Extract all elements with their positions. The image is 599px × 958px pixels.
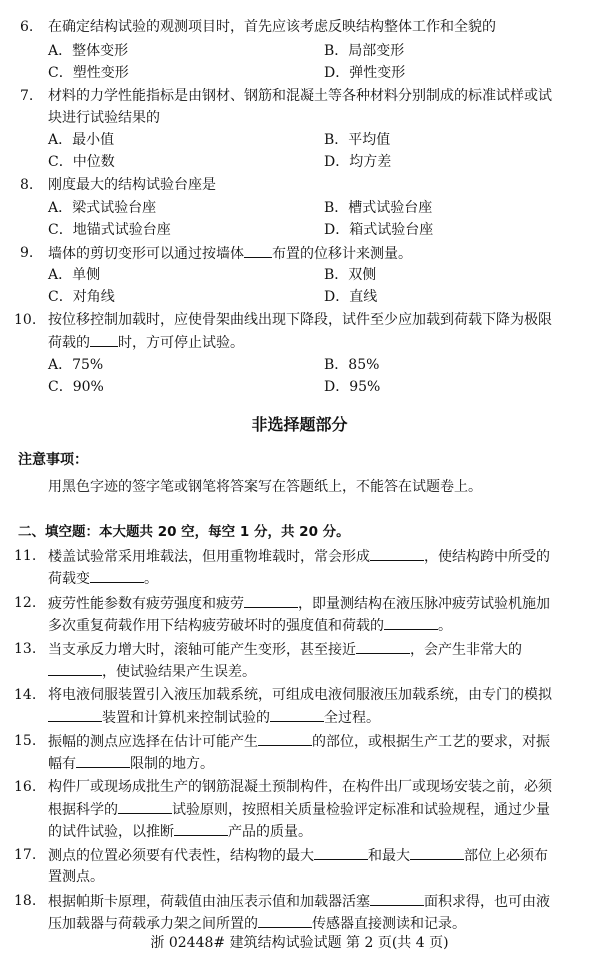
q17-line2: 置测点。	[48, 869, 104, 885]
q11-l1-pre: 楼盖试验常采用堆载法，但用重物堆载时，常会形成	[48, 549, 370, 565]
q13-blank-2	[48, 662, 102, 676]
q18-blank-1	[370, 892, 424, 906]
q17-blank-1	[314, 846, 368, 860]
section-title: 非选择题部分	[251, 415, 348, 434]
q8-option-d: D．箱式试验台座	[324, 222, 434, 238]
notice-title: 注意事项：	[18, 452, 88, 468]
q17-l1-post: 部位上必须布	[464, 848, 548, 864]
q14-line2	[48, 708, 380, 727]
q17-l1-pre: 测点的位置必须要有代表性，结构物的最大	[48, 848, 314, 864]
q12-line2	[48, 616, 452, 635]
q9-option-c: C．对角线	[48, 289, 115, 305]
q16-blank-1	[118, 800, 172, 814]
q10-option-b: B．85%	[324, 357, 380, 373]
q9-stem	[48, 244, 412, 263]
q15-blank-2	[76, 754, 130, 768]
q8-option-c: C．地锚式试验台座	[48, 222, 171, 238]
q14-blank-2	[270, 708, 324, 722]
q11-blank-1	[370, 547, 424, 561]
q11-l2-post: 。	[144, 571, 158, 587]
q17-number: 17.	[14, 847, 37, 863]
q8-stem: 刚度最大的结构试验台座是	[48, 177, 216, 193]
q7-option-b: B．平均值	[324, 132, 391, 148]
q16-blank-2	[174, 822, 228, 836]
q13-line2	[48, 662, 256, 681]
q16-line2	[48, 800, 550, 819]
q14-blank-1	[48, 708, 102, 722]
q13-l2-post: ，使试验结果产生误差。	[102, 664, 256, 680]
q9-number: 9.	[20, 245, 34, 261]
q18-line2	[48, 914, 466, 933]
q12-blank-2	[384, 616, 438, 630]
q11-number: 11.	[14, 548, 37, 564]
q7-option-d: D．均方差	[324, 154, 392, 170]
q18-l1-pre: 根据帕斯卡原理，荷载值由油压表示值和加载器活塞	[48, 894, 370, 910]
q13-blank-1	[356, 640, 410, 654]
q14-line1: 将电液伺服装置引入液压加载系统，可组成电液伺服液压加载系统，由专门的模拟	[48, 687, 552, 703]
q12-l2-post: 。	[438, 618, 452, 634]
q7-option-a: A．最小值	[48, 132, 115, 148]
q14-number: 14.	[14, 687, 37, 703]
q6-option-b: B．局部变形	[324, 43, 405, 59]
q17-l1-mid: 和最大	[368, 848, 410, 864]
q14-l2-mid: 装置和计算机来控制试验的	[102, 710, 270, 726]
q12-number: 12.	[14, 595, 37, 611]
q10-blank	[90, 333, 118, 347]
q6-option-d: D．弹性变形	[324, 65, 406, 81]
q9-option-d: D．直线	[324, 289, 378, 305]
q10-option-d: D．95%	[324, 379, 381, 395]
q12-l1-pre: 疲劳性能参数有疲劳强度和疲劳	[48, 596, 244, 612]
q12-l2-pre: 多次重复荷载作用下结构疲劳破坏时的强度值和荷载的	[48, 618, 384, 634]
q18-blank-2	[258, 914, 312, 928]
q9-option-b: B．双侧	[324, 267, 377, 283]
q15-blank-1	[258, 732, 312, 746]
q11-l1-post: ，使结构跨中所受的	[424, 549, 550, 565]
q7-stem-line1: 材料的力学性能指标是由钢材、钢筋和混凝土等各种材料分别制成的标准试样或试	[48, 88, 552, 104]
q16-l3-post: 产品的质量。	[228, 824, 312, 840]
q7-stem-line2: 块进行试验结果的	[48, 110, 160, 126]
part2-heading: 二、填空题：本大题共 20 空，每空 1 分，共 20 分。	[18, 524, 350, 540]
q15-number: 15.	[14, 733, 37, 749]
q16-l3-pre: 的试件试验，以推断	[48, 824, 174, 840]
q10-stem-pre: 荷载的	[48, 335, 90, 351]
page-footer: 浙 02448# 建筑结构试验试题 第 2 页(共 4 页)	[150, 935, 449, 951]
q8-option-b: B．槽式试验台座	[324, 200, 433, 216]
q18-l2-post: 传感器直接测读和记录。	[312, 916, 466, 932]
q17-line1	[48, 846, 548, 865]
q16-l2-post: 试验原则，按照相关质量检验评定标准和试验规程，通过少量	[172, 802, 550, 818]
q16-line1: 构件厂或现场成批生产的钢筋混凝土预制构件，在构件出厂或现场安装之前，必须	[48, 779, 552, 795]
q9-stem-post: 布置的位移计来测量。	[272, 246, 412, 262]
q12-blank-1	[244, 594, 298, 608]
q10-number: 10.	[14, 312, 37, 328]
q13-l1-pre: 当支承反力增大时，滚轴可能产生变形，甚至接近	[48, 642, 356, 658]
q8-number: 8.	[20, 177, 34, 193]
q10-stem-line1: 按位移控制加载时，应使骨架曲线出现下降段，试件至少应加载到荷载下降为极限	[48, 312, 552, 328]
q9-stem-pre: 墙体的剪切变形可以通过按墙体	[48, 246, 244, 262]
q15-line2	[48, 754, 214, 773]
q11-line1	[48, 547, 550, 566]
q7-option-c: C．中位数	[48, 154, 115, 170]
q16-number: 16.	[14, 779, 37, 795]
q12-line1	[48, 594, 550, 613]
q11-blank-2	[90, 569, 144, 583]
q15-l2-post: 限制的地方。	[130, 756, 214, 772]
q10-stem-line2	[48, 333, 244, 352]
q18-l2-pre: 压加载器与荷载承力架之间所置的	[48, 916, 258, 932]
notice-body: 用黑色字迹的签字笔或钢笔将答案写在答题纸上，不能答在试题卷上。	[48, 479, 482, 495]
q15-l1-post: 的部位，或根据生产工艺的要求，对振	[312, 734, 550, 750]
q6-option-a: A．整体变形	[48, 43, 129, 59]
q16-line3	[48, 822, 312, 841]
q15-l1-pre: 振幅的测点应选择在估计可能产生	[48, 734, 258, 750]
q13-line1	[48, 640, 522, 659]
q18-l1-post: 面积求得，也可由液	[424, 894, 550, 910]
q17-blank-2	[410, 846, 464, 860]
q6-number: 6.	[20, 19, 34, 35]
q13-number: 13.	[14, 641, 37, 657]
q6-stem: 在确定结构试验的观测项目时，首先应该考虑反映结构整体工作和全貌的	[48, 19, 496, 35]
q11-line2	[48, 569, 158, 588]
q7-number: 7.	[20, 88, 34, 104]
q15-line1	[48, 732, 550, 751]
q10-option-c: C．90%	[48, 379, 104, 395]
q13-l1-post: ，会产生非常大的	[410, 642, 522, 658]
q8-option-a: A．梁式试验台座	[48, 200, 157, 216]
q12-l1-post: ，即量测结构在液压脉冲疲劳试验机施加	[298, 596, 550, 612]
q10-option-a: A．75%	[48, 357, 104, 373]
q18-number: 18.	[14, 893, 37, 909]
q15-l2-pre: 幅有	[48, 756, 76, 772]
q16-l2-pre: 根据科学的	[48, 802, 118, 818]
q11-l2-pre: 荷载变	[48, 571, 90, 587]
q9-blank	[244, 244, 272, 258]
q10-stem-post: 时，方可停止试验。	[118, 335, 244, 351]
q6-option-c: C．塑性变形	[48, 65, 129, 81]
q9-option-a: A．单侧	[48, 267, 101, 283]
q18-line1	[48, 892, 550, 911]
q14-l2-post: 全过程。	[324, 710, 380, 726]
